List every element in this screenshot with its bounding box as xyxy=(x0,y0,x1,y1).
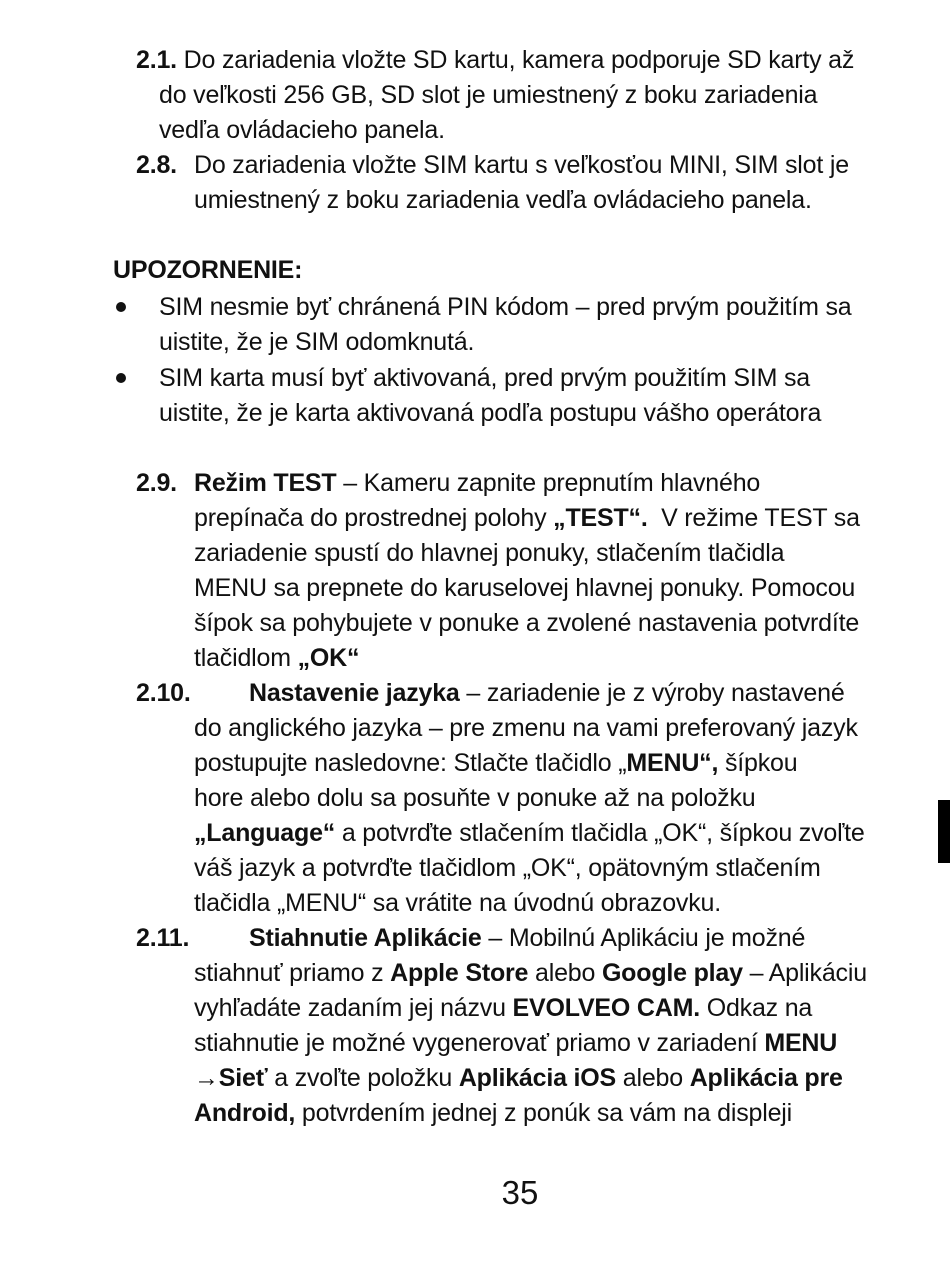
warning-bullet-1-line-1: SIM nesmie byť chránená PIN kódom – pred prvým použitím sa xyxy=(159,293,852,321)
item-2-8-number: 2.8. xyxy=(136,151,177,179)
item-2-10-line-4: hore alebo dolu sa posuňte v ponuke až na položku xyxy=(194,784,756,812)
item-2-11-line-1: Stiahnutie Aplikácie – Mobilnú Aplikáciu je možné xyxy=(249,924,806,952)
item-2-8-line-2: umiestnený z boku zariadenia vedľa ovládacieho panela. xyxy=(194,186,812,214)
item-2-11-line-3: vyhľadáte zadaním jej názvu EVOLVEO CAM. Odkaz na xyxy=(194,994,813,1022)
item-2-10-line-1: Nastavenie jazyka – zariadenie je z výroby nastavené xyxy=(249,679,845,707)
item-2-9-line-4: MENU sa prepnete do karuselovej hlavnej ponuky. Pomocou xyxy=(194,574,856,602)
item-2-9-line-5: šípok sa pohybujete v ponuke a zvolené nastavenia potvrdíte xyxy=(194,609,860,637)
warning-bullet-2-line-2: uistite, že je karta aktivovaná podľa postupu vášho operátora xyxy=(159,399,822,427)
item-2-10-line-5: „Language“ a potvrďte stlačením tlačidla „OK“, šípkou zvoľte xyxy=(194,819,865,847)
item-2-9-number: 2.9. xyxy=(136,469,177,497)
item-2-9-line-6: tlačidlom „OK“ xyxy=(194,644,360,672)
item-2-11-line-6: Android, potvrdením jednej z ponúk sa vám na displeji xyxy=(194,1099,793,1127)
item-2-1-line-3: vedľa ovládacieho panela. xyxy=(159,116,445,144)
bullet-icon xyxy=(116,373,126,383)
item-2-10-line-6: váš jazyk a potvrďte tlačidlom „OK“, opätovným stlačením xyxy=(194,854,821,882)
item-2-10-number: 2.10. xyxy=(136,679,191,707)
warning-bullet-1-line-2: uistite, že je SIM odomknutá. xyxy=(159,328,475,356)
bullet-icon xyxy=(116,302,126,312)
item-2-11-line-5: →Sieť a zvoľte položku Aplikácia iOS alebo Aplikácia pre xyxy=(194,1064,843,1092)
item-2-9-line-1: Režim TEST – Kameru zapnite prepnutím hlavného xyxy=(194,469,761,497)
item-2-10-line-3: postupujte nasledovne: Stlačte tlačidlo „MENU“, šípkou xyxy=(194,749,798,777)
warning-bullet-2-line-1: SIM karta musí byť aktivovaná, pred prvým použitím SIM sa xyxy=(159,364,810,392)
item-2-9-line-2: prepínača do prostrednej polohy „TEST“. V režime TEST sa xyxy=(194,504,860,532)
section-edge-tab xyxy=(938,800,950,863)
item-2-10-line-2: do anglického jazyka – pre zmenu na vami preferovaný jazyk xyxy=(194,714,858,742)
item-2-1-line-2: do veľkosti 256 GB, SD slot je umiestnený z boku zariadenia xyxy=(159,81,818,109)
item-2-11-number: 2.11. xyxy=(136,924,190,952)
item-2-8-line-1: Do zariadenia vložte SIM kartu s veľkosťou MINI, SIM slot je xyxy=(194,151,849,179)
item-2-1-line-1: 2.1. Do zariadenia vložte SD kartu, kamera podporuje SD karty až xyxy=(136,46,855,74)
item-2-11-line-2: stiahnuť priamo z Apple Store alebo Google play – Aplikáciu xyxy=(194,959,867,987)
page-number: 35 xyxy=(501,1174,539,1211)
item-2-11-line-4: stiahnutie je možné vygenerovať priamo v zariadení MENU xyxy=(194,1029,838,1057)
item-2-10-line-7: tlačidla „MENU“ sa vrátite na úvodnú obrazovku. xyxy=(194,889,721,917)
item-2-1-number: 2.1. xyxy=(136,46,177,74)
warning-heading: UPOZORNENIE: xyxy=(113,256,303,284)
item-2-9-line-3: zariadenie spustí do hlavnej ponuky, stlačením tlačidla xyxy=(194,539,785,567)
